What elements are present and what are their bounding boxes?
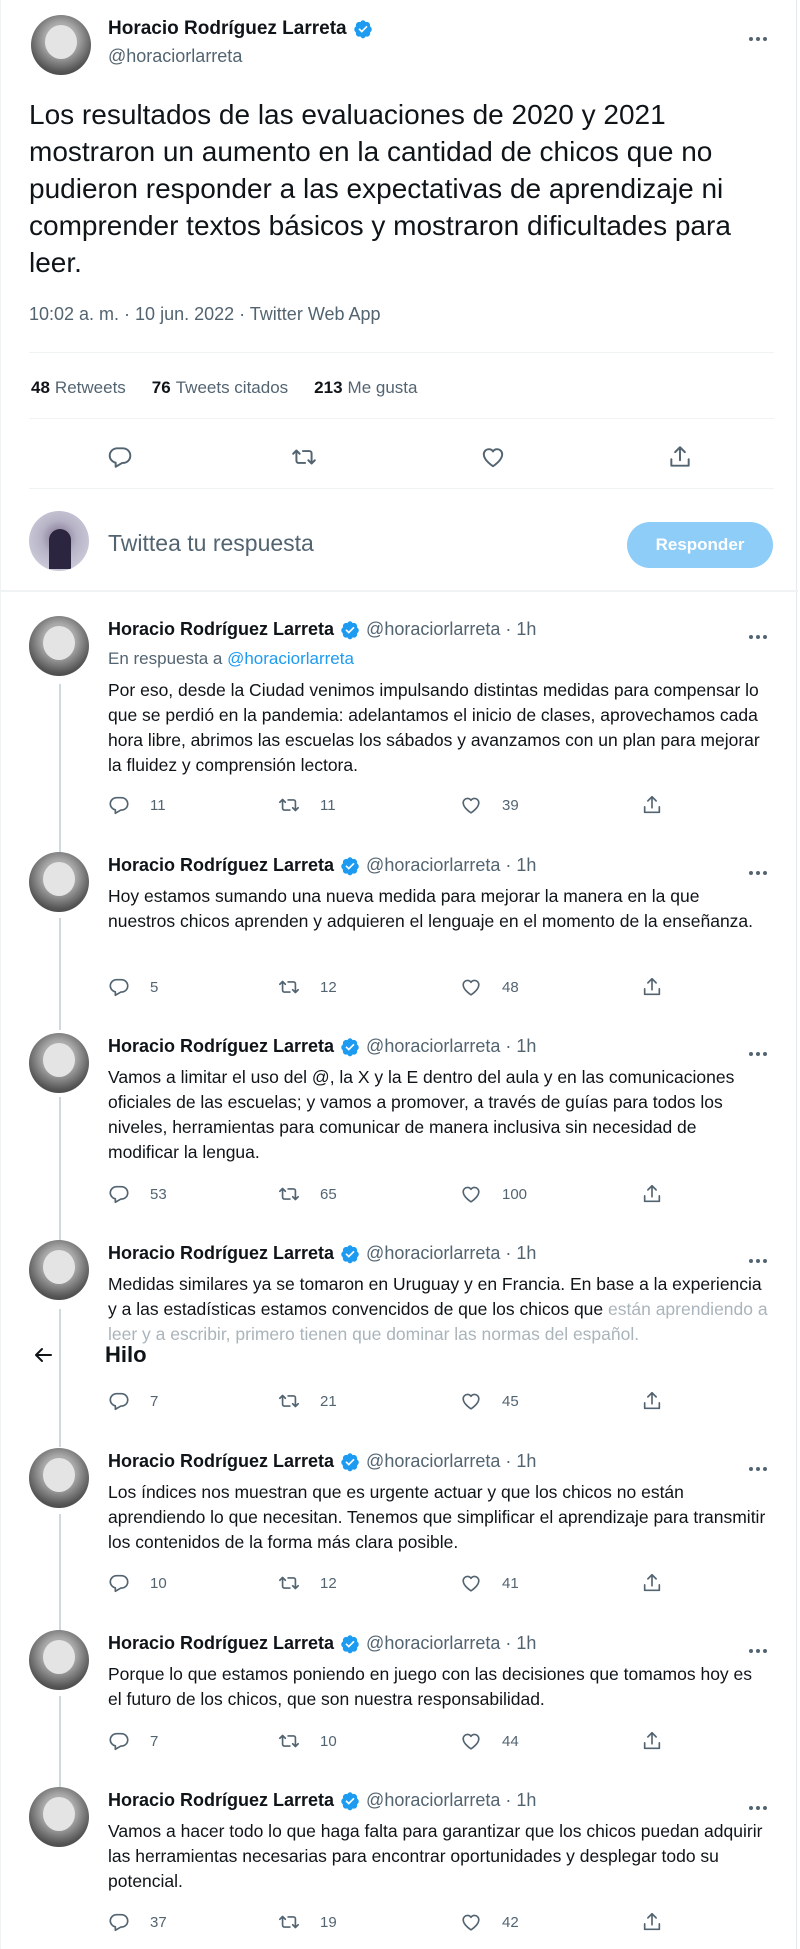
in-reply-handle-link[interactable]: @horaciorlarreta [227, 649, 354, 668]
more-dots-icon[interactable] [749, 1640, 777, 1650]
reply-button[interactable] [108, 1730, 158, 1752]
verified-badge-icon [340, 1791, 360, 1811]
tweet-text-faded: están aprendiendo a leer y a escribir, primero tienen que dominar las normas del español. [108, 1299, 768, 1344]
reply-icon [108, 976, 130, 998]
share-button[interactable] [641, 1390, 663, 1412]
avatar[interactable] [29, 1448, 89, 1508]
author-row [108, 18, 373, 40]
like-icon [460, 1911, 482, 1933]
retweet-count: 65 [320, 1185, 337, 1203]
reply-icon [108, 1911, 130, 1933]
tweet-text: Los índices nos muestran que es urgente actuar y que los chicos no están aprendiendo lo que necesitan. Tenemos que simplificar el aprendizaje para transmitir los contenidos de la forma más clara posible. [108, 1482, 766, 1552]
share-button[interactable] [667, 444, 693, 470]
retweet-count: 10 [320, 1732, 337, 1750]
author-name[interactable]: Horacio Rodríguez Larreta [108, 1633, 335, 1653]
share-icon [641, 1911, 663, 1933]
avatar[interactable] [29, 616, 89, 676]
reply-count: 10 [150, 1574, 167, 1592]
like-button[interactable] [460, 1911, 519, 1933]
share-button[interactable] [641, 1572, 663, 1594]
author-handle-time[interactable]: @horaciorlarreta · 1h [366, 1451, 537, 1471]
retweets-stat[interactable]: 48 Retweets [31, 378, 126, 397]
reply-button[interactable] [108, 794, 166, 816]
like-button[interactable] [460, 1390, 519, 1412]
reply-count: 7 [150, 1732, 159, 1750]
retweet-button[interactable] [278, 1183, 337, 1205]
tweet-actions [108, 1911, 668, 1941]
verified-badge-icon [340, 1244, 360, 1264]
retweet-count: 19 [320, 1913, 337, 1931]
like-button[interactable] [460, 976, 519, 998]
reply-count: 37 [150, 1913, 167, 1931]
tweet-actions [108, 976, 668, 1006]
thread-connector [59, 1696, 61, 1790]
reply-button[interactable] [107, 444, 133, 470]
like-button[interactable] [480, 444, 506, 470]
like-button[interactable] [460, 1572, 519, 1594]
retweet-button[interactable] [291, 444, 317, 470]
back-arrow-icon[interactable] [31, 1343, 55, 1367]
tweet-header [108, 1243, 536, 1264]
tweet-text: Los resultados de las evaluaciones de 2020 y 2021 mostraron un aumento en la cantidad de chicos que no pudieron responder a las expectativas de aprendizaje ni comprender textos básicos y mostraron dificultades para leer. [29, 99, 731, 278]
like-icon [460, 976, 482, 998]
share-icon [641, 1572, 663, 1594]
my-avatar [29, 511, 89, 571]
tweet-actions [108, 1730, 668, 1760]
share-button[interactable] [641, 976, 663, 998]
avatar[interactable] [29, 1787, 89, 1847]
like-icon [460, 1183, 482, 1205]
reply-submit-button[interactable]: Responder [627, 522, 773, 568]
avatar[interactable] [31, 15, 91, 75]
like-icon [460, 1730, 482, 1752]
retweet-button[interactable] [278, 1911, 337, 1933]
thread-connector [59, 1097, 61, 1245]
author-name[interactable]: Horacio Rodríguez Larreta [108, 1451, 335, 1471]
more-dots-icon[interactable] [749, 1043, 777, 1053]
author-handle-time[interactable]: @horaciorlarreta · 1h [366, 1243, 537, 1263]
author-name[interactable]: Horacio Rodríguez Larreta [108, 1790, 335, 1810]
reply-icon [108, 1390, 130, 1412]
reply-button[interactable] [108, 1183, 167, 1205]
reply-icon [108, 1730, 130, 1752]
author-handle-time[interactable]: @horaciorlarreta · 1h [366, 1036, 537, 1056]
share-icon [641, 1730, 663, 1752]
more-dots-icon[interactable] [749, 28, 777, 38]
tweet-text: Hoy estamos sumando una nueva medida para mejorar la manera en la que nuestros chicos aprenden y adquieren el lenguaje en el momento de la enseñanza. [108, 886, 754, 931]
author-name[interactable]: Horacio Rodríguez Larreta [108, 1036, 335, 1056]
tweet-actions [108, 794, 668, 824]
retweet-icon [278, 1390, 300, 1412]
main-tweet-actions [1, 436, 798, 476]
retweet-button[interactable] [278, 1390, 337, 1412]
like-count: 48 [502, 978, 519, 996]
share-icon [641, 976, 663, 998]
like-icon [460, 1390, 482, 1412]
tweet-timestamp[interactable]: 10:02 a. m. · 10 jun. 2022 · Twitter Web App [29, 304, 381, 324]
reply-button[interactable] [108, 1911, 167, 1933]
tweet-header [108, 1790, 536, 1811]
reply-count: 11 [150, 796, 166, 814]
author-handle-time[interactable]: @horaciorlarreta · 1h [366, 1633, 537, 1653]
avatar[interactable] [29, 1033, 89, 1093]
tweet-text: Vamos a limitar el uso del @, la X y la E dentro del aula y en las comunicaciones oficiales de las escuelas; y vamos a promover, a través de guías para todos los niveles, herramientas para comunicar de manera inclusiva sin necesidad de modificar la lengua. [108, 1067, 735, 1162]
like-button[interactable] [460, 794, 519, 816]
like-icon [460, 1572, 482, 1594]
like-count: 100 [502, 1185, 528, 1203]
author-handle[interactable]: @horaciorlarreta [108, 46, 243, 66]
like-icon [460, 794, 482, 816]
tweet-header [108, 1633, 536, 1654]
divider [29, 352, 774, 353]
retweet-icon [278, 1730, 300, 1752]
like-icon [480, 444, 506, 470]
share-icon [667, 444, 693, 470]
avatar[interactable] [29, 1630, 89, 1690]
avatar[interactable] [29, 1240, 89, 1300]
reply-button[interactable] [108, 976, 158, 998]
thread-connector [59, 1309, 61, 1447]
retweet-icon [278, 976, 300, 998]
like-count: 42 [502, 1913, 519, 1931]
share-button[interactable] [641, 1183, 663, 1205]
reply-icon [108, 794, 130, 816]
divider [29, 488, 774, 489]
retweet-button[interactable] [278, 1730, 337, 1752]
tweet-header [108, 1036, 536, 1057]
more-dots-icon[interactable] [749, 862, 777, 872]
verified-badge-icon [340, 620, 360, 640]
retweet-count: 12 [320, 978, 337, 996]
thread-connector [59, 1514, 61, 1632]
author-handle-time[interactable]: @horaciorlarreta · 1h [366, 855, 537, 875]
tweet-stats [31, 378, 417, 398]
more-dots-icon[interactable] [749, 626, 777, 636]
verified-badge-icon [340, 1634, 360, 1654]
retweet-button[interactable] [278, 976, 337, 998]
retweet-icon [278, 794, 300, 816]
retweet-count: 12 [320, 1574, 337, 1592]
in-reply-to: En respuesta a @horaciorlarreta [108, 649, 354, 668]
divider [1, 590, 798, 592]
thread-header-title: Hilo [105, 1342, 147, 1367]
like-count: 45 [502, 1392, 519, 1410]
reply-button[interactable] [108, 1572, 167, 1594]
retweet-icon [278, 1911, 300, 1933]
divider [29, 418, 774, 419]
verified-badge-icon [340, 856, 360, 876]
reply-input[interactable]: Twittea tu respuesta [108, 530, 314, 556]
tweet-text: Medidas similares ya se tomaron en Uruguay y en Francia. En base a la experiencia y a las estadísticas estamos convencidos de que los chicos que están aprendiendo a leer y a escribir, primero tienen que dominar las normas del español. [108, 1274, 768, 1344]
verified-badge-icon [340, 1452, 360, 1472]
tweet-actions [108, 1572, 668, 1602]
retweet-count: 11 [320, 796, 336, 814]
tweet-header [108, 855, 536, 876]
tweet-text: Por eso, desde la Ciudad venimos impulsando distintas medidas para compensar lo que se perdió en la pandemia: adelantamos el inicio de clases, aprovechamos cada hora libre, abrimos las escuelas los sábados y avanzamos con un plan para mejorar la fluidez y comprensión lectora. [108, 680, 760, 775]
likes-stat[interactable]: 213 Me gusta [314, 378, 418, 397]
like-button[interactable] [460, 1730, 519, 1752]
share-button[interactable] [641, 1911, 663, 1933]
reply-count: 53 [150, 1185, 167, 1203]
retweet-icon [291, 444, 317, 470]
tweet-header [108, 1451, 536, 1472]
retweet-button[interactable] [278, 1572, 337, 1594]
share-icon [641, 1183, 663, 1205]
reply-count: 7 [150, 1392, 159, 1410]
share-icon [641, 1390, 663, 1412]
author-name[interactable]: Horacio Rodríguez Larreta [108, 18, 347, 39]
share-button[interactable] [641, 794, 663, 816]
like-button[interactable] [460, 1183, 527, 1205]
tweet-text: Vamos a hacer todo lo que haga falta para garantizar que los chicos puedan adquirir las herramientas necesarias para encontrar oportunidades y desplegar todo su potencial. [108, 1821, 763, 1891]
tweet-actions [108, 1183, 668, 1213]
retweet-button[interactable] [278, 794, 336, 816]
more-dots-icon[interactable] [749, 1458, 777, 1468]
verified-badge-icon [340, 1037, 360, 1057]
share-icon [641, 794, 663, 816]
reply-icon [108, 1183, 130, 1205]
more-dots-icon[interactable] [749, 1250, 777, 1260]
thread-connector [59, 918, 61, 1030]
retweet-icon [278, 1183, 300, 1205]
author-name[interactable]: Horacio Rodríguez Larreta [108, 855, 335, 875]
thread-connector [59, 684, 61, 854]
reply-button[interactable] [108, 1390, 158, 1412]
avatar[interactable] [29, 852, 89, 912]
reply-count: 5 [150, 978, 159, 996]
tweet-actions [108, 1390, 668, 1420]
tweet-header [108, 619, 536, 640]
author-name[interactable]: Horacio Rodríguez Larreta [108, 1243, 335, 1263]
quotes-stat[interactable]: 76 Tweets citados [151, 378, 289, 397]
verified-badge-icon [353, 19, 373, 39]
more-dots-icon[interactable] [749, 1797, 777, 1807]
reply-icon [108, 1572, 130, 1594]
like-count: 44 [502, 1732, 519, 1750]
like-count: 41 [502, 1574, 519, 1592]
tweet-text: Porque lo que estamos poniendo en juego con las decisiones que tomamos hoy es el futuro de los chicos, que son nuestra responsabilidad. [108, 1664, 753, 1709]
author-handle-time[interactable]: @horaciorlarreta · 1h [366, 1790, 537, 1810]
reply-icon [107, 444, 133, 470]
retweet-count: 21 [320, 1392, 337, 1410]
retweet-icon [278, 1572, 300, 1594]
share-button[interactable] [641, 1730, 663, 1752]
like-count: 39 [502, 796, 519, 814]
author-name[interactable]: Horacio Rodríguez Larreta [108, 619, 335, 639]
author-handle-time[interactable]: @horaciorlarreta · 1h [366, 619, 537, 639]
